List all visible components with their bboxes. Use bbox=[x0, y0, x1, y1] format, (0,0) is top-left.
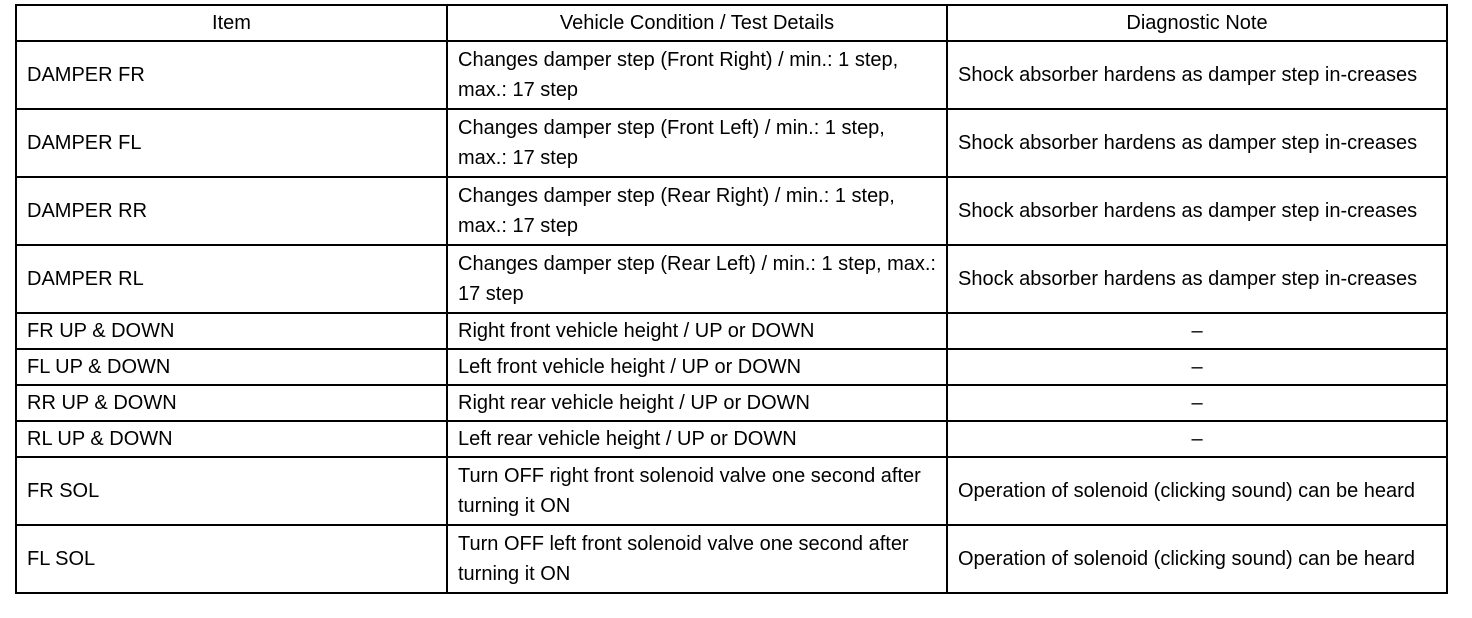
header-item: Item bbox=[16, 5, 447, 41]
note-cell: – bbox=[947, 349, 1447, 385]
note-cell: Operation of solenoid (clicking sound) can be heard bbox=[947, 525, 1447, 593]
table-row bbox=[16, 41, 1447, 109]
table-row bbox=[16, 457, 1447, 525]
note-cell: Operation of solenoid (clicking sound) can be heard bbox=[947, 457, 1447, 525]
note-cell: Shock absorber hardens as damper step in-creases bbox=[947, 177, 1447, 245]
item-cell: FR SOL bbox=[16, 457, 447, 525]
condition-cell: Left front vehicle height / UP or DOWN bbox=[447, 349, 947, 385]
note-cell: Shock absorber hardens as damper step in-creases bbox=[947, 109, 1447, 177]
note-cell: Shock absorber hardens as damper step in-creases bbox=[947, 41, 1447, 109]
condition-cell: Turn OFF left front solenoid valve one second after turning it ON bbox=[447, 525, 947, 593]
note-cell: – bbox=[947, 421, 1447, 457]
condition-cell: Right front vehicle height / UP or DOWN bbox=[447, 313, 947, 349]
condition-cell: Turn OFF right front solenoid valve one second after turning it ON bbox=[447, 457, 947, 525]
table-row bbox=[16, 313, 1447, 349]
header-row bbox=[16, 5, 1447, 41]
note-cell: – bbox=[947, 385, 1447, 421]
item-cell: DAMPER RR bbox=[16, 177, 447, 245]
note-cell: Shock absorber hardens as damper step in-creases bbox=[947, 245, 1447, 313]
item-cell: DAMPER FR bbox=[16, 41, 447, 109]
item-cell: RR UP & DOWN bbox=[16, 385, 447, 421]
item-cell: DAMPER FL bbox=[16, 109, 447, 177]
table-row bbox=[16, 421, 1447, 457]
table-row bbox=[16, 245, 1447, 313]
item-cell: FR UP & DOWN bbox=[16, 313, 447, 349]
diagnostic-table bbox=[15, 4, 1448, 594]
item-cell: DAMPER RL bbox=[16, 245, 447, 313]
item-cell: FL UP & DOWN bbox=[16, 349, 447, 385]
table-row bbox=[16, 349, 1447, 385]
table-row bbox=[16, 385, 1447, 421]
table-row bbox=[16, 177, 1447, 245]
item-cell: FL SOL bbox=[16, 525, 447, 593]
condition-cell: Changes damper step (Front Right) / min.: 1 step, max.: 17 step bbox=[447, 41, 947, 109]
condition-cell: Changes damper step (Rear Left) / min.: 1 step, max.: 17 step bbox=[447, 245, 947, 313]
note-cell: – bbox=[947, 313, 1447, 349]
header-condition: Vehicle Condition / Test Details bbox=[447, 5, 947, 41]
condition-cell: Changes damper step (Front Left) / min.: 1 step, max.: 17 step bbox=[447, 109, 947, 177]
condition-cell: Right rear vehicle height / UP or DOWN bbox=[447, 385, 947, 421]
table-row bbox=[16, 525, 1447, 593]
condition-cell: Changes damper step (Rear Right) / min.: 1 step, max.: 17 step bbox=[447, 177, 947, 245]
table-row bbox=[16, 109, 1447, 177]
item-cell: RL UP & DOWN bbox=[16, 421, 447, 457]
condition-cell: Left rear vehicle height / UP or DOWN bbox=[447, 421, 947, 457]
header-note: Diagnostic Note bbox=[947, 5, 1447, 41]
